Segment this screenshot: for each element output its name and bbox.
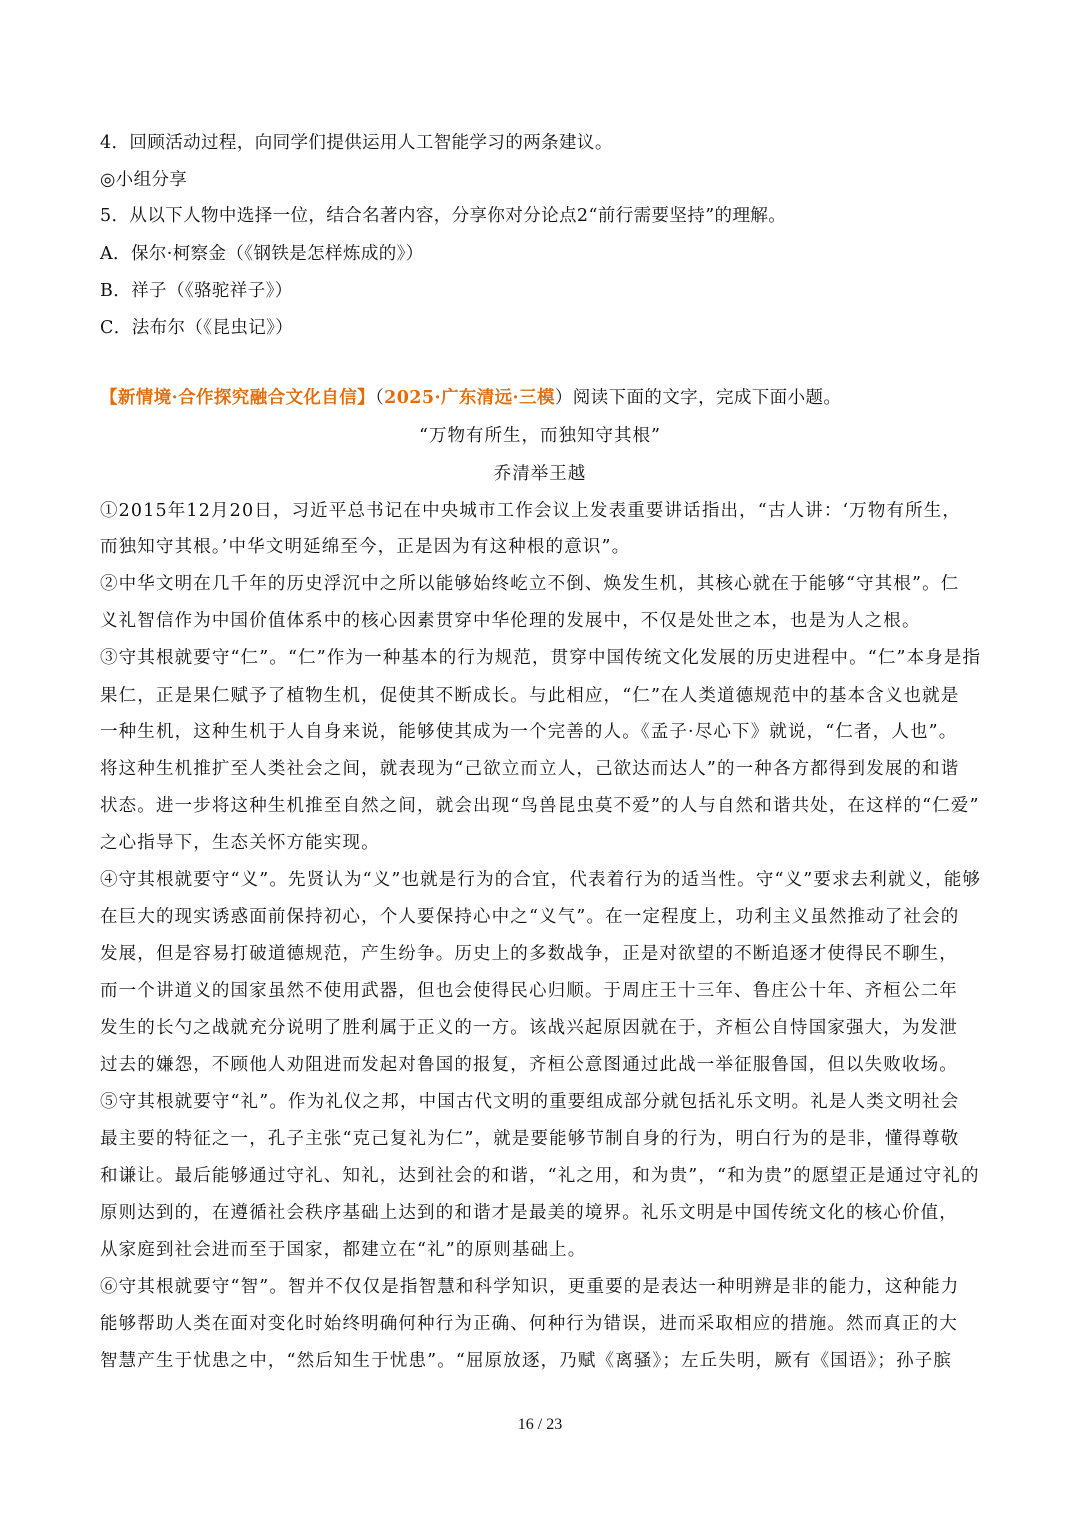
article-line: 在巨大的现实诱惑面前保持初心，个人要保持心中之“义气”。在一定程度上，功利主义虽然推动了社会的 [100, 907, 960, 927]
article-line: ③守其根就要守“仁”。“仁”作为一种基本的行为规范，贯穿中国传统文化发展的历史进程中。“仁”本身是指 [100, 648, 982, 668]
option-b: B．祥子（《骆驼祥子》） [100, 281, 293, 301]
article-line: 发生的长勺之战就充分说明了胜利属于正义的一方。该战兴起原因就在于，齐桓公自恃国家强大，为发泄 [100, 1018, 958, 1038]
article-line: 智慧产生于忧患之中，“然后知生于忧患”。“屈原放逐，乃赋《离骚》；左丘失明，厥有《国语》；孙子膑 [100, 1351, 953, 1371]
article-line: 义礼智信作为中国价值体系中的核心因素贯穿中华伦理的发展中，不仅是处世之本，也是为人之根。 [100, 611, 921, 631]
article-line: ①2015年12月20日，习近平总书记在中央城市工作会议上发表重要讲话指出，“古人讲：‘万物有所生， [100, 501, 962, 521]
article-line: 之心指导下，生态关怀方能实现。 [100, 833, 380, 853]
section-instruction: 阅读下面的文字，完成下面小题。 [572, 388, 842, 408]
article-line: 将这种生机推扩至人类社会之间，就表现为“己欲立而立人，己欲达而达人”的一种各方都得到发展的和谐 [100, 759, 960, 779]
article-line: 发展，但是容易打破道德规范，产生纷争。历史上的多数战争，正是对欲望的不断追逐才使得民不聊生， [100, 944, 958, 964]
article-line: 过去的嫌怨，不顾他人劝阻进而发起对鲁国的报复，齐桓公意图通过此战一举征服鲁国，但以失败收场。 [100, 1055, 958, 1075]
section-tag: 【新情境·合作探究融合文化自信】 [100, 388, 375, 408]
article-line: ⑥守其根就要守“智”。智并不仅仅是指智慧和科学知识，更重要的是表达一种明辨是非的能力，这种能力 [100, 1277, 960, 1297]
article-line: 而一个讲道义的国家虽然不使用武器，但也会使得民心归顺。于周庄王十三年、鲁庄公十年、齐桓公二年 [100, 981, 958, 1001]
option-a: A．保尔·柯察金（《钢铁是怎样炼成的》） [100, 244, 424, 264]
article-line: ④守其根就要守“义”。先贤认为“义”也就是行为的合宜，代表着行为的适当性。守“义”要求去利就义，能够 [100, 870, 982, 890]
article-line: ②中华文明在几千年的历史浮沉中之所以能够始终屹立不倒、焕发生机，其核心就在于能够“守其根”。仁 [100, 574, 960, 594]
article-line: 状态。进一步将这种生机推至自然之间，就会出现“鸟兽昆虫莫不爱”的人与自然和谐共处，在这样的“仁爱” [100, 796, 980, 816]
question-5: 5．从以下人物中选择一位，结合名著内容，分享你对分论点2“前行需要坚持”的理解。 [100, 206, 787, 226]
article-line: 和谦让。最后能够通过守礼、知礼，达到社会的和谐，“礼之用，和为贵”，“和为贵”的愿望正是通过守礼的 [100, 1166, 980, 1186]
source-open-paren: （ [375, 388, 385, 408]
question-4: 4．回顾活动过程，向同学们提供运用人工智能学习的两条建议。 [100, 133, 613, 153]
article-author: 乔清举王越 [493, 464, 587, 484]
section-header [100, 386, 841, 410]
article-line: 而独知守其根。’中华文明延绵至今，正是因为有这种根的意识”。 [100, 537, 631, 557]
group-share-heading: ◎小组分享 [100, 170, 188, 190]
section-source: 2025·广东清远·三模 [384, 388, 555, 408]
article-line: 一种生机，这种生机于人自身来说，能够使其成为一个完善的人。《孟子·尽心下》就说，“仁者，人也”。 [100, 722, 958, 742]
article-line: 能够帮助人类在面对变化时始终明确何种行为正确、何种行为错误，进而采取相应的措施。然而真正的大 [100, 1314, 958, 1334]
article-line: ⑤守其根就要守“礼”。作为礼仪之邦，中国古代文明的重要组成部分就包括礼乐文明。礼是人类文明社会 [100, 1092, 960, 1112]
article-title: “万物有所生，而独知守其根” [419, 426, 661, 446]
article-line: 果仁，正是果仁赋予了植物生机，促使其不断成长。与此相应，“仁”在人类道德规范中的基本含义也就是 [100, 686, 960, 706]
article-line: 原则达到的，在遵循社会秩序基础上达到的和谐才是最美的境界。礼乐文明是中国传统文化的核心价值， [100, 1203, 958, 1223]
article-line: 最主要的特征之一，孔子主张“克己复礼为仁”，就是要能够节制自身的行为，明白行为的是非，懂得尊敬 [100, 1129, 960, 1149]
page-number: 16 / 23 [517, 1416, 563, 1433]
option-c: C．法布尔（《昆虫记》） [100, 318, 294, 338]
article-line: 从家庭到社会进而至于国家，都建立在“礼”的原则基础上。 [100, 1240, 587, 1260]
source-close-paren: ） [554, 388, 573, 408]
